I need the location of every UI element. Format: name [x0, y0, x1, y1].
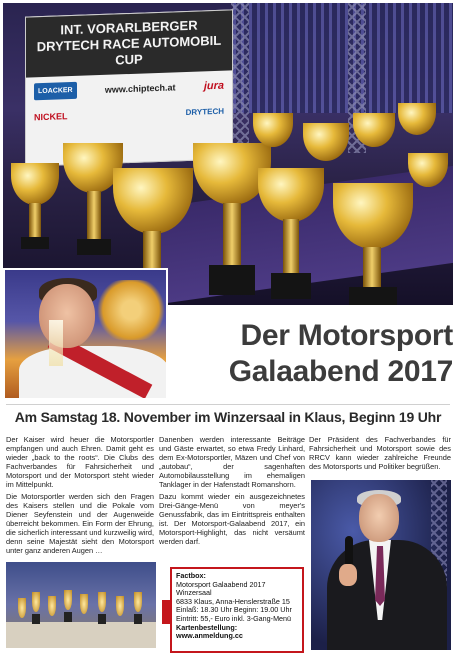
trophy: [64, 590, 72, 610]
loacker-logo: LOACKER: [34, 82, 77, 100]
factbox-price: Eintritt: 55,- Euro inkl. 3-Gang-Menü: [176, 613, 292, 623]
text-column-2: [159, 436, 305, 551]
factbox-times: Einlaß: 18.30 Uhr Beginn: 19.00 Uhr: [176, 605, 292, 615]
headline-line-2: Galaabend 2017: [228, 355, 453, 388]
speaker-photo: [311, 480, 451, 650]
trophy-stem: [29, 203, 41, 239]
face: [39, 284, 95, 348]
factbox-event: Motorsport Galaabend 2017: [176, 579, 266, 589]
jura-logo: jura: [203, 79, 224, 92]
subheadline: Am Samstag 18. November im Winzersaal in Klaus, Beginn 19 Uhr: [14, 409, 442, 425]
trophy-base: [209, 265, 255, 295]
drytech-logo: DRYTECH: [185, 106, 224, 117]
trophy-base: [349, 287, 397, 305]
trophy: [116, 596, 124, 616]
banner-title: INT. VORARLBERGER DRYTECH RACE AUTOMOBIL CUP: [26, 10, 232, 77]
trophy-stem: [87, 191, 101, 241]
laurel-wreath: [95, 280, 167, 340]
text-column-3: [309, 436, 451, 476]
trophy-base: [77, 239, 111, 255]
paragraph: Der Kaiser wird heuer die Motorsportler empfangen und auch Ehren. Damit geht es wieder „back to the roots“. Die Clubs des Fachverbandes für Fahrsicherheit und Motorsport und der Motorsport steht wieder im Mittelpunkt.: [6, 435, 154, 489]
factbox-website-link[interactable]: www.anmeldung.cc: [176, 631, 243, 641]
trophy-stem: [223, 203, 241, 269]
paragraph: Dazu kommt wieder ein ausgezeichnetes Drei-Gänge-Menü von meyer's Genussfabrik, das im Eintrittspreis enthalten ist. Der Motorsport-Galaabend 2017, ein Motorsport-Highlight, das nicht versäumt werden darf.: [159, 492, 305, 546]
chiptech-logo: www.chiptech.at: [104, 81, 176, 95]
factbox: [170, 567, 304, 653]
factbox-address: 6833 Klaus, Anna-Henslerstraße 15: [176, 596, 290, 606]
trophy: [398, 103, 436, 135]
trophy: [134, 592, 142, 612]
factbox-heading: Factbox:: [176, 571, 206, 580]
trophy-base: [64, 612, 72, 622]
headline-line-1: Der Motorsport: [240, 319, 453, 352]
trophy: [303, 123, 349, 161]
divider: [6, 404, 450, 405]
stage-lights: [233, 3, 453, 113]
face: [359, 494, 399, 542]
trophy-stem: [143, 231, 161, 269]
trophy: [11, 163, 59, 205]
trophy-base: [32, 614, 40, 624]
kaiser-portrait-photo: [3, 268, 168, 400]
table: [6, 622, 156, 648]
factbox-venue: Winzersaal: [176, 588, 212, 598]
headline: [170, 318, 453, 390]
trophy-base: [134, 614, 142, 624]
trophy: [80, 594, 88, 614]
trophy: [48, 596, 56, 616]
trophy-base: [271, 273, 311, 299]
paragraph: Die Motorsportler werden sich den Fragen des Kaisers stellen und die Pokale vom Diener Seyfenstein und der Augenweide überreicht bekommen. Ein Form der Ehrung, die sicherlich interessant und kurzweilig wird, denn seine Majestät sieht den Motorsport unter ganz anderen Augen …: [6, 492, 154, 555]
hand: [339, 564, 357, 586]
paragraph: Danenben werden interessante Beiträge und Gäste erwartet, so etwa Fredy Linhard, dem Ex-Motorsportler, Mäzen und Chef von „autobau“, der sagenhaften Automobilausstellung im ehemaligen Tanklager in der Hafenstadt Romanshorn.: [159, 435, 305, 489]
trophy: [253, 113, 293, 147]
paragraph: Der Präsident des Fachverbandes für Fahrsicherheit und Motorsport sowie des RRCV kann wieder zahlreiche Freunde des Motorsports und Politiker begrüßen.: [309, 435, 451, 471]
trophy-base: [98, 614, 106, 624]
trophy: [18, 598, 26, 618]
nickel-logo: NICKEL: [34, 111, 68, 123]
factbox-tickets-label: Kartenbestellung:: [176, 622, 238, 632]
trophy: [32, 592, 40, 612]
trophy-base: [21, 237, 49, 249]
trophy-stem: [283, 219, 299, 277]
trophy-table-photo: [6, 562, 156, 648]
truss-left: [231, 3, 249, 153]
text-column-1: [6, 436, 154, 560]
trophy-stem: [363, 247, 381, 291]
trophy: [98, 592, 106, 612]
champagne-glass: [49, 320, 63, 366]
trophy-photo: [3, 3, 453, 305]
